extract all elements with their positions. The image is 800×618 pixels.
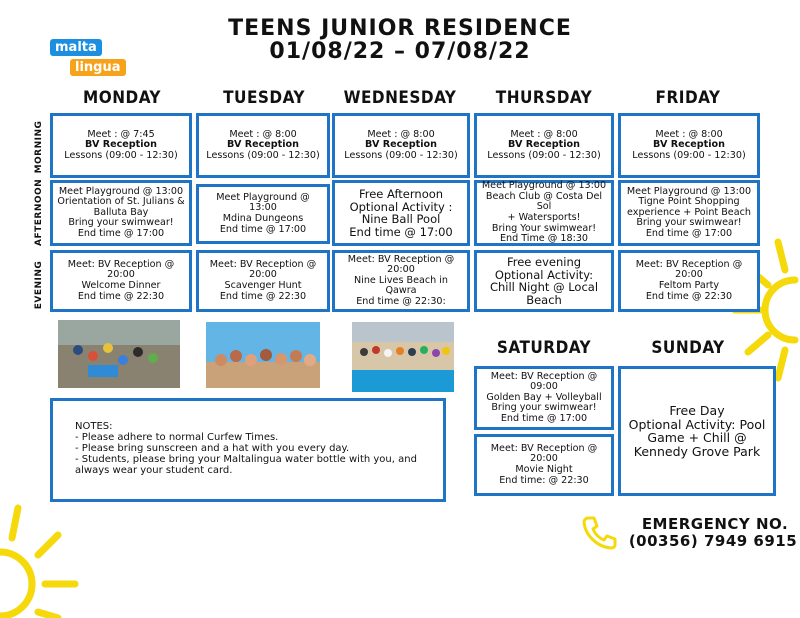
cell-line: Lessons (09:00 - 12:30) <box>487 149 601 161</box>
logo-bottom: lingua <box>70 59 126 76</box>
cell-line: Meet : @ 8:00 <box>367 128 435 140</box>
cell-line: End time @ 17:00 <box>500 412 588 424</box>
notes-box <box>50 398 446 502</box>
notes-heading: NOTES: <box>75 421 113 432</box>
cell-line: Free Day <box>669 403 725 418</box>
thursday-morning-cell <box>474 113 614 178</box>
day-header-sunday: SUNDAY <box>651 338 725 358</box>
cell-line: Game + Chill @ <box>647 430 747 445</box>
monday-evening-cell <box>50 250 192 312</box>
cell-line: Meet : @ 8:00 <box>510 128 578 140</box>
cell-line: Lessons (09:00 - 12:30) <box>64 149 178 161</box>
sunday-day-cell <box>618 366 776 496</box>
friday-morning-cell <box>618 113 760 178</box>
cell-line: Bring Your swimwear! <box>491 222 597 234</box>
emergency-label: EMERGENCY NO. <box>641 515 789 533</box>
monday-morning-cell <box>50 113 192 178</box>
row-label-morning: MORNING <box>34 120 44 174</box>
cell-line: Meet: BV Reception @ 20:00 <box>347 253 455 276</box>
photo-group-boat <box>206 322 320 388</box>
cell-line: Golden Bay + Volleyball <box>486 391 602 403</box>
logo-top: malta <box>50 39 102 56</box>
wednesday-afternoon-cell <box>332 180 470 246</box>
cell-line: End time @ 22:30 <box>219 290 307 302</box>
cell-line: Meet: BV Reception @ 20:00 <box>490 442 598 465</box>
cell-line: End time @ 17:00 <box>645 227 733 239</box>
cell-line: Optional Activity: <box>494 267 594 282</box>
cell-line: Beach Club @ Costa Del Sol <box>485 190 603 213</box>
cell-line: Scavenger Hunt <box>224 280 302 291</box>
cell-line: + Watersports! <box>507 212 581 223</box>
cell-line: Nine Lives Beach in Qawra <box>353 274 449 297</box>
page-subtitle-dates: 01/08/22 – 07/08/22 <box>269 39 531 64</box>
cell-line: 09:00 <box>530 381 558 393</box>
cell-line: Lessons (09:00 - 12:30) <box>206 149 320 161</box>
thursday-evening-cell <box>474 250 614 312</box>
cell-line: Meet Playground @ 13:00 <box>481 180 607 192</box>
cell-line: Meet Playground @ 13:00 <box>58 185 184 197</box>
cell-line: End time: @ 22:30 <box>499 474 589 486</box>
cell-line: Tigne Point Shopping <box>638 196 740 208</box>
row-label-evening: EVENING <box>34 260 44 310</box>
cell-line: Kennedy Grove Park <box>633 443 761 459</box>
cell-line: End time @ 22:30: <box>356 295 446 307</box>
cell-line: Meet : @ 8:00 <box>229 128 297 140</box>
cell-line: End time @ 17:00 <box>77 227 165 239</box>
cell-line: Meet Playground @ 13:00 <box>216 191 310 214</box>
cell-line: Optional Activity: Pool <box>628 416 766 432</box>
cell-line: BV Reception <box>85 139 157 151</box>
cell-line: Optional Activity : <box>349 199 453 214</box>
cell-line: End time @ 17:00 <box>349 224 453 239</box>
cell-line: BV Reception <box>227 139 299 151</box>
cell-line: Meet Playground @ 13:00 <box>626 185 752 197</box>
cell-line: BV Reception <box>365 139 437 151</box>
cell-line: End time @ 17:00 <box>219 223 307 235</box>
cell-line: Nine Ball Pool <box>361 212 441 226</box>
notes-item: - Please bring sunscreen and a hat with you every day. <box>75 443 350 454</box>
tuesday-afternoon-cell <box>196 184 330 244</box>
cell-line: Meet: BV Reception @ 20:00 <box>209 258 317 281</box>
cell-line: Meet: BV Reception @ <box>490 370 598 382</box>
cell-line: Balluta Bay <box>93 206 149 218</box>
cell-line: Orientation of St. Julians & <box>57 196 185 208</box>
thursday-afternoon-cell <box>474 180 614 246</box>
cell-line: BV Reception <box>508 139 580 151</box>
page-title: TEENS JUNIOR RESIDENCE <box>228 16 572 41</box>
cell-line: Lessons (09:00 - 12:30) <box>632 149 746 161</box>
cell-line: End time @ 22:30 <box>645 290 733 302</box>
day-header-thursday: THURSDAY <box>495 88 593 108</box>
row-label-afternoon: AFTERNOON <box>34 178 44 246</box>
wednesday-evening-cell <box>332 250 470 312</box>
cell-line: BV Reception <box>653 139 725 151</box>
cell-line: End Time @ 18:30 <box>499 233 589 245</box>
cell-line: Meet: BV Reception @ 20:00 <box>635 258 743 281</box>
photo-group-outdoor <box>58 320 180 388</box>
cell-line: Beach <box>526 292 562 307</box>
cell-line: Mdina Dungeons <box>222 213 304 224</box>
cell-line: Bring your swimwear! <box>636 217 742 229</box>
day-header-friday: FRIDAY <box>655 88 721 108</box>
saturday-day-cell <box>474 366 614 430</box>
tuesday-morning-cell <box>196 113 330 178</box>
saturday-evening-cell <box>474 434 614 496</box>
cell-line: Meet: BV Reception @ 20:00 <box>67 258 175 281</box>
cell-line: Bring your swimwear! <box>491 402 597 414</box>
cell-line: Feltom Party <box>658 280 720 291</box>
cell-line: Free evening <box>506 255 582 269</box>
emergency-number: (00356) 7949 6915 <box>628 532 798 550</box>
wednesday-morning-cell <box>332 113 470 178</box>
notes-item: - Please adhere to normal Curfew Times. <box>75 432 279 443</box>
day-header-saturday: SATURDAY <box>496 338 592 358</box>
friday-afternoon-cell <box>618 180 760 246</box>
notes-item: - Students, please bring your Maltalingua water bottle with you, and always wear your student card. <box>75 454 417 476</box>
cell-line: Chill Night @ Local <box>489 280 599 294</box>
day-header-tuesday: TUESDAY <box>223 88 305 108</box>
cell-line: experience + Point Beach <box>627 206 751 218</box>
day-header-monday: MONDAY <box>82 88 161 108</box>
cell-line: Meet : @ 7:45 <box>87 128 155 140</box>
day-header-wednesday: WEDNESDAY <box>343 88 457 108</box>
phone-icon <box>580 514 618 550</box>
photo-group-pool <box>352 322 454 392</box>
cell-line: End time @ 22:30 <box>77 290 165 302</box>
tuesday-evening-cell <box>196 250 330 312</box>
friday-evening-cell <box>618 250 760 312</box>
cell-line: Bring your swimwear! <box>68 217 174 229</box>
cell-line: Welcome Dinner <box>81 280 161 291</box>
cell-line: Meet : @ 8:00 <box>655 128 723 140</box>
cell-line: Movie Night <box>515 464 573 475</box>
cell-line: Lessons (09:00 - 12:30) <box>344 149 458 161</box>
sun-icon <box>0 500 120 618</box>
cell-line: Free Afternoon <box>358 187 444 201</box>
monday-afternoon-cell <box>50 180 192 246</box>
